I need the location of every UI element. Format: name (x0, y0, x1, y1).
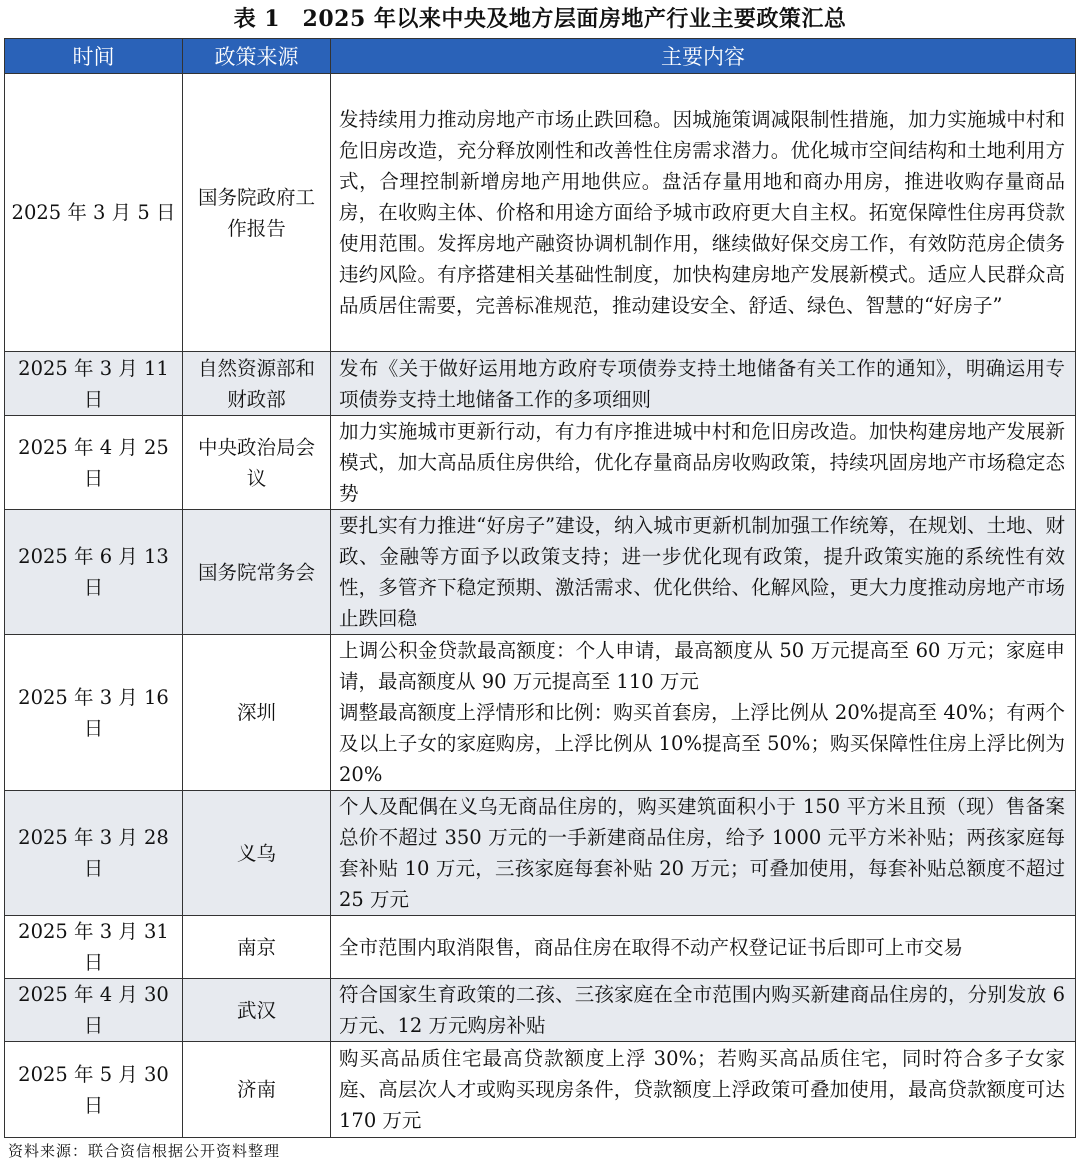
row-source: 义乌 (183, 791, 331, 916)
row-content: 全市范围内取消限售，商品住房在取得不动产权登记证书后即可上市交易 (331, 916, 1076, 979)
row-source: 南京 (183, 916, 331, 979)
table-row (5, 916, 1076, 979)
row-time: 2025 年 3 月 5 日 (5, 74, 183, 352)
row-source: 武汉 (183, 979, 331, 1042)
table-row (5, 1042, 1076, 1138)
row-source: 济南 (183, 1042, 331, 1138)
table-row (5, 791, 1076, 916)
row-time: 2025 年 5 月 30 日 (5, 1042, 183, 1138)
row-content: 个人及配偶在义乌无商品住房的，购买建筑面积小于 150 平方米且预（现）售备案总价不超过 350 万元的一手新建商品住房，给予 1000 元平方米补贴；两孩家庭每套补贴 10 万元，三孩家庭每套补贴 20 万元；可叠加使用，每套补贴总额度不超过 25 万元 (331, 791, 1076, 916)
row-time: 2025 年 4 月 30 日 (5, 979, 183, 1042)
policy-table (4, 38, 1076, 1138)
row-time: 2025 年 3 月 28 日 (5, 791, 183, 916)
row-source: 国务院常务会 (183, 510, 331, 635)
table-row (5, 979, 1076, 1042)
row-content: 购买高品质住宅最高贷款额度上浮 30%；若购买高品质住宅，同时符合多子女家庭、高层次人才或购买现房条件，贷款额度上浮政策可叠加使用，最高贷款额度可达 170 万元 (331, 1042, 1076, 1138)
table-row (5, 416, 1076, 510)
row-source: 国务院政府工作报告 (183, 74, 331, 352)
row-content: 符合国家生育政策的二孩、三孩家庭在全市范围内购买新建商品住房的，分别发放 6 万元、12 万元购房补贴 (331, 979, 1076, 1042)
row-source: 深圳 (183, 635, 331, 791)
row-time: 2025 年 6 月 13 日 (5, 510, 183, 635)
row-source: 自然资源部和财政部 (183, 352, 331, 416)
row-content: 上调公积金贷款最高额度：个人申请，最高额度从 50 万元提高至 60 万元；家庭申请，最高额度从 90 万元提高至 110 万元 调整最高额度上浮情形和比例：购买首套房，上浮比例从 20%提高至 40%；有两个及以上子女的家庭购房，上浮比例从 10%提高至 50%；购买保障性住房上浮比例为 20% (331, 635, 1076, 791)
row-content: 要扎实有力推进“好房子”建设，纳入城市更新机制加强工作统筹，在规划、土地、财政、金融等方面予以政策支持；进一步优化现有政策，提升政策实施的系统性有效性，多管齐下稳定预期、激活需求、优化供给、化解风险，更大力度推动房地产市场止跌回稳 (331, 510, 1076, 635)
source-note: 资料来源：联合资信根据公开资料整理 (8, 1142, 281, 1160)
row-source: 中央政治局会议 (183, 416, 331, 510)
table-title: 表 1 2025 年以来中央及地方层面房地产行业主要政策汇总 (233, 6, 847, 32)
table-row (5, 74, 1076, 352)
row-time: 2025 年 3 月 11 日 (5, 352, 183, 416)
row-content: 加力实施城市更新行动，有力有序推进城中村和危旧房改造。加快构建房地产发展新模式，加大高品质住房供给，优化存量商品房收购政策，持续巩固房地产市场稳定态势 (331, 416, 1076, 510)
table-row (5, 635, 1076, 791)
table-header-row (5, 39, 1076, 74)
header-time: 时间 (5, 39, 183, 74)
row-content: 发布《关于做好运用地方政府专项债券支持土地储备有关工作的通知》，明确运用专项债券支持土地储备工作的多项细则 (331, 352, 1076, 416)
header-source: 政策来源 (183, 39, 331, 74)
header-content: 主要内容 (331, 39, 1076, 74)
row-time: 2025 年 3 月 31 日 (5, 916, 183, 979)
row-time: 2025 年 3 月 16 日 (5, 635, 183, 791)
table-row (5, 510, 1076, 635)
row-time: 2025 年 4 月 25 日 (5, 416, 183, 510)
row-content: 发持续用力推动房地产市场止跌回稳。因城施策调减限制性措施，加力实施城中村和危旧房改造，充分释放刚性和改善性住房需求潜力。优化城市空间结构和土地利用方式，合理控制新增房地产用地供应。盘活存量用地和商办用房，推进收购存量商品房，在收购主体、价格和用途方面给予城市政府更大自主权。拓宽保障性住房再贷款使用范围。发挥房地产融资协调机制作用，继续做好保交房工作，有效防范房企债务违约风险。有序搭建相关基础性制度，加快构建房地产发展新模式。适应人民群众高品质居住需要，完善标准规范，推动建设安全、舒适、绿色、智慧的“好房子” (331, 74, 1076, 352)
table-row (5, 352, 1076, 416)
